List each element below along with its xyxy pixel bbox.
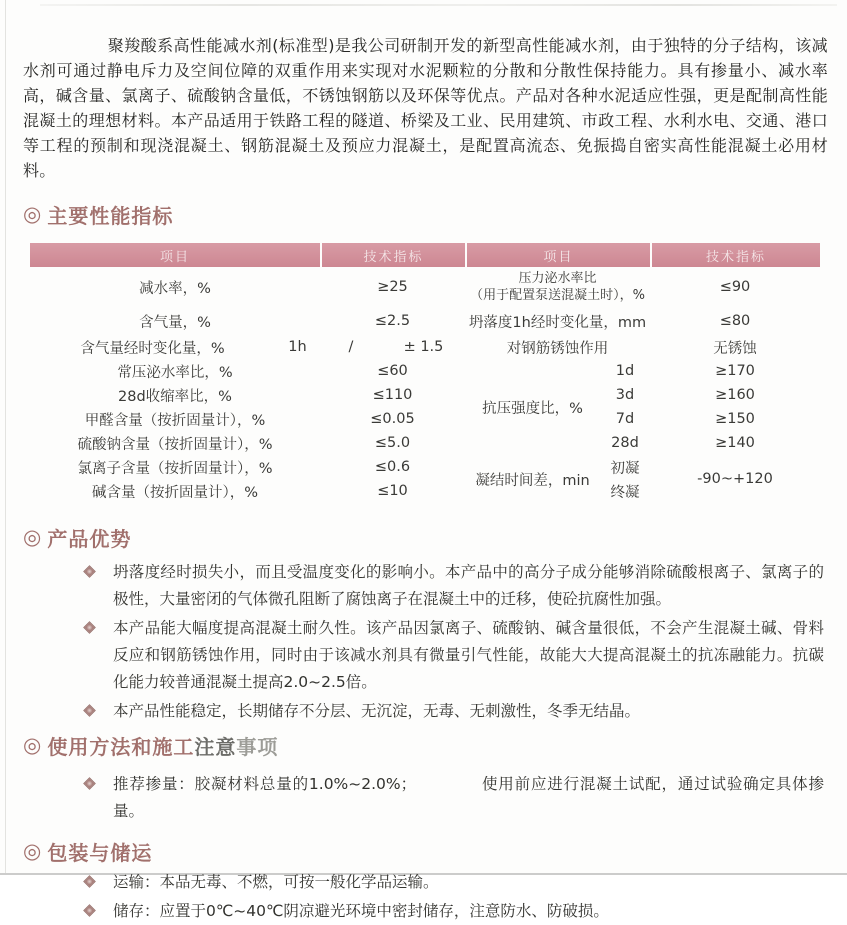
table-cell-age: 3d (615, 387, 635, 403)
section-heading-advantages (23, 524, 828, 550)
list-item-text: 本产品性能稳定，长期储存不分层、无沉淀，无毒、无刺激性，冬季无结晶。 (113, 702, 641, 720)
table-cell-value: ≥150 (715, 411, 755, 427)
table-cell-final-set: 终凝 (610, 484, 640, 501)
table-cell-age: 28d (611, 435, 639, 451)
header-cell-item-left: 项目 (30, 243, 320, 267)
diamond-bullet-icon (85, 698, 113, 725)
section-title: 包装与储运 (47, 840, 153, 865)
scan-artifact-left (5, 0, 6, 873)
header-cell-spec-right: 技术指标 (650, 243, 820, 267)
table-cell-value: ≤10 (377, 483, 408, 499)
table-cell-label: 坍落度1h经时变化量，mm (468, 314, 647, 331)
double-circle-icon: ◎ (23, 838, 43, 863)
table-cell-label: 对钢筋锈蚀作用 (506, 340, 609, 357)
diamond-bullet-icon (85, 898, 113, 925)
table-cell-value: ≤80 (719, 313, 751, 329)
table-cell-label: 减水率，% (139, 280, 211, 297)
table-cell-label: 常压泌水率比，% (117, 364, 233, 381)
section-title-grey-light: 事项 (236, 734, 279, 759)
section-title-grey: 注意 (194, 734, 237, 759)
table-cell-value: ≥140 (715, 435, 755, 451)
section-title-main: 使用方法和施工 (47, 734, 195, 759)
list-item (23, 615, 828, 696)
section-heading-packaging (23, 838, 828, 864)
section-title: 主要性能指标 (47, 203, 174, 228)
table-cell-label (465, 267, 650, 307)
table-cell-label: 含气量，% (139, 314, 211, 331)
table-cell-label: 28d收缩率比，% (118, 388, 232, 405)
table-left-half (30, 267, 465, 503)
table-cell-setting-label: 凝结时间差，min (475, 472, 590, 489)
usage-trial-note: 使用前应进行混凝土试配，通过试验确定具体掺量。 (113, 775, 824, 820)
header-cell-item-right: 项目 (465, 243, 650, 267)
advantages-list (23, 559, 828, 725)
list-item-text: 本产品能大幅度提高混凝土耐久性。该产品因氯离子、硫酸钠、碱含量很低，不会产生混凝土碱、骨料反应和钢筋锈蚀作用，同时由于该减水剂具有微量引气性能，故能大大提高混凝土的抗冻融能力。抗碳化能力较普通混凝土提高2.0~2.5倍。 (113, 619, 824, 691)
diamond-bullet-icon (85, 869, 113, 896)
table-right-half (465, 267, 820, 503)
label-line-1: 压力泌水率比 (518, 271, 597, 286)
list-item-text: 坍落度经时损失小，而且受温度变化的影响小。本产品中的高分子成分能够消除硫酸根离子、氯离子的极性，大量密闭的气体微孔阻断了腐蚀离子在混凝土中的迁移，使砼抗腐性加强。 (113, 563, 824, 608)
section-heading-performance (23, 201, 828, 227)
table-cell-age: 7d (615, 411, 635, 427)
list-item (23, 771, 828, 825)
table-cell-value: ≥25 (377, 279, 408, 295)
packaging-list (23, 869, 828, 925)
table-cell-value: -90~+120 (697, 471, 773, 487)
table-cell-label: 含气量经时变化量，% (80, 340, 225, 357)
table-body (30, 267, 820, 503)
diamond-bullet-icon (85, 615, 113, 696)
usage-list (23, 771, 828, 825)
table-cell-label: 氯离子含量（按折固量计），% (77, 460, 273, 477)
table-cell-value: 无锈蚀 (713, 340, 757, 357)
header-cell-spec-left: 技术指标 (320, 243, 465, 267)
double-circle-icon: ◎ (23, 201, 43, 226)
intro-paragraph: 聚羧酸系高性能减水剂(标准型)是我公司研制开发的新型高性能减水剂，由于独特的分子结构，该减水剂可通过静电斥力及空间位障的双重作用来实现对水泥颗粒的分散和分散性保持能力。具有掺量小、减水率高，碱含量、氯离子、硫酸钠含量低，不锈蚀钢筋以及环保等优点。产品对各种水泥适应性强，更是配制高性能混凝土的理想材料。本产品适用于铁路工程的隧道、桥梁及工业、民用建筑、市政工程、水利水电、交通、港口等工程的预制和现浇混凝土、钢筋混凝土及预应力混凝土，是配置高流态、免振捣自密实高性能混凝土必用材料。 (23, 36, 828, 180)
table-cell-time: 1h (288, 339, 307, 355)
table-cell-label: 硫酸钠含量（按折固量计），% (77, 436, 273, 453)
usage-dosage: 推荐掺量：胶凝材料总量的1.0%~2.0%； (113, 775, 417, 793)
list-item-text (113, 771, 828, 825)
table-cell-value: ± 1.5 (403, 339, 444, 355)
list-item (23, 559, 828, 613)
table-cell-value: ≥170 (715, 363, 755, 379)
list-item-text: 储存：应置于0℃~40℃阴凉避光环境中密封储存，注意防水、防破损。 (113, 902, 609, 920)
table-cell-slash: / (348, 339, 354, 355)
table-header-row (30, 243, 820, 267)
table-cell-initial-set: 初凝 (610, 460, 640, 477)
table-cell-value: ≤90 (719, 279, 751, 295)
table-cell-value: ≤0.6 (374, 459, 411, 475)
section-heading-usage (23, 732, 828, 758)
table-cell-label: 甲醛含量（按折固量计），% (84, 412, 266, 429)
table-cell-value: ≥160 (715, 387, 755, 403)
scan-artifact-top (40, 4, 837, 6)
table-cell-strength-label: 抗压强度比，% (482, 400, 583, 417)
diamond-bullet-icon (85, 559, 113, 613)
label-line-2: （用于配置泵送混凝土时），% (470, 288, 645, 303)
double-circle-icon: ◎ (23, 732, 43, 757)
section-title: 产品优势 (47, 526, 132, 551)
table-cell-value: ≤5.0 (374, 435, 411, 451)
double-circle-icon: ◎ (23, 524, 43, 549)
performance-table (30, 243, 820, 503)
list-item (23, 698, 828, 725)
table-cell-age: 1d (615, 363, 635, 379)
list-item (23, 898, 828, 925)
table-cell-value: ≤60 (377, 363, 408, 379)
list-item (23, 869, 828, 896)
table-cell-value: ≤0.05 (370, 411, 415, 427)
table-cell-label: 碱含量（按折固量计），% (91, 484, 259, 501)
table-cell-value: ≤110 (372, 387, 413, 403)
diamond-bullet-icon (85, 771, 113, 825)
list-item-text: 运输：本品无毒、不燃，可按一般化学品运输。 (113, 873, 439, 891)
table-cell-value: ≤2.5 (374, 313, 411, 329)
